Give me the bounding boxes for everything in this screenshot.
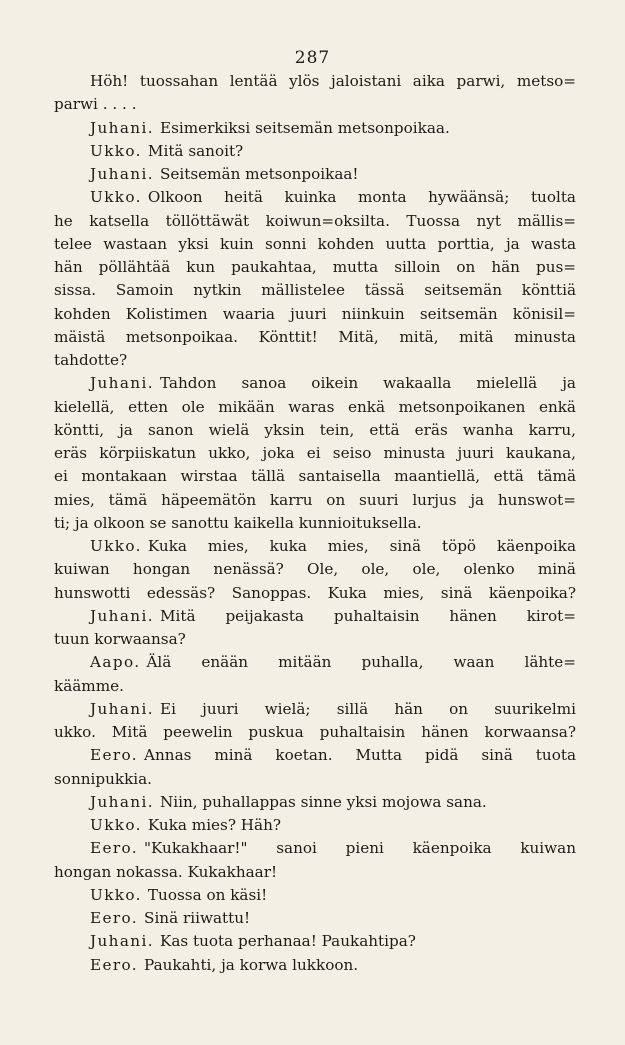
text-line: [54, 814, 576, 837]
speaker-name: Ukko.: [90, 188, 142, 207]
text-line: [54, 279, 576, 302]
text-line: [54, 442, 576, 465]
speaker-name: Ukko.: [90, 537, 142, 555]
line-text: he katsella töllöttäwät koiwun=oksilta. Tuossa nyt mällis=: [54, 211, 576, 230]
line-text: ei montakaan wirstaa tällä santaisella maantiellä, että tämä: [54, 467, 576, 486]
text-line: [54, 117, 576, 140]
line-text: Tuossa on käsi!: [147, 885, 268, 904]
text-line: [54, 70, 576, 93]
text-line: [54, 465, 576, 488]
line-text: Älä enään mitään puhalla, waan lähte=: [146, 653, 576, 672]
text-line: [54, 884, 576, 907]
text-line: [54, 675, 576, 698]
text-line: [54, 535, 576, 558]
text-line: [54, 721, 576, 744]
text-line: [54, 907, 576, 930]
line-text: Esimerkiksi seitsemän metsonpoikaa.: [159, 118, 450, 137]
text-line: [54, 628, 576, 651]
line-text: Sinä riiwattu!: [144, 909, 251, 927]
text-line: [54, 558, 576, 581]
text-line: [54, 489, 576, 512]
text-line: [54, 768, 576, 791]
line-text: Ei juuri wielä; sillä hän on suurikelmi: [159, 699, 576, 718]
speaker-name: Ukko.: [90, 885, 142, 904]
text-line: [54, 651, 576, 674]
line-text: Mitä sanoit?: [147, 141, 244, 160]
line-text: mies, tämä häpeemätön karru on suuri lurjus ja hunswot=: [54, 490, 576, 509]
speaker-name: Aapo.: [90, 653, 141, 672]
text-line: [54, 419, 576, 442]
line-text: telee wastaan yksi kuin sonni kohden uutta porttia, ja wasta: [54, 234, 576, 253]
line-text: Kuka mies? Häh?: [147, 816, 282, 834]
speaker-name: Juhani.: [90, 606, 154, 625]
text-line: [54, 163, 576, 186]
text-line: [54, 303, 576, 326]
line-text: ukko. Mitä peewelin puskua puhaltaisin hänen korwaansa?: [54, 723, 576, 741]
text-line: [54, 210, 576, 233]
speaker-name: Eero.: [90, 909, 139, 927]
line-text: hän pöllähtää kun paukahtaa, mutta silloin on hän pus=: [54, 258, 576, 276]
page-number: 287: [294, 48, 331, 68]
text-line: [54, 861, 576, 884]
line-text: "Kukakhaar!" sanoi pieni käenpoika kuiwan: [144, 839, 576, 858]
line-text: kohden Kolistimen waaria juuri niinkuin seitsemän könisil=: [54, 304, 576, 323]
line-text: kuiwan hongan nenässä? Ole, ole, ole, olenko minä: [54, 560, 576, 579]
speaker-name: Juhani.: [90, 932, 154, 951]
text-line: [54, 349, 576, 372]
speaker-name: Juhani.: [90, 699, 154, 718]
text-line: [54, 396, 576, 419]
line-text: Tahdon sanoa oikein wakaalla mielellä ja: [159, 374, 576, 393]
speaker-name: Juhani.: [90, 792, 154, 811]
line-text: mäistä metsonpoikaa. Könttit! Mitä, mitä, mitä minusta: [54, 327, 576, 346]
line-text: käämme.: [54, 676, 124, 695]
line-text: Annas minä koetan. Mutta pidä sinä tuota: [144, 746, 576, 765]
line-text: köntti, ja sanon wielä yksin tein, että eräs wanha karru,: [54, 420, 576, 439]
line-text: kielellä, etten ole mikään waras enkä metsonpoikanen enkä: [54, 397, 576, 416]
line-text: Mitä peijakasta puhaltaisin hänen kirot=: [159, 606, 576, 625]
line-text: Niin, puhallappas sinne yksi mojowa sana.: [159, 792, 487, 811]
text-line: [54, 791, 576, 814]
speaker-name: Eero.: [90, 839, 139, 858]
text-line: [54, 698, 576, 721]
text-line: [54, 372, 576, 395]
dialogue-text: [54, 70, 576, 977]
text-line: [54, 930, 576, 953]
line-text: Paukahti, ja korwa lukkoon.: [144, 955, 359, 974]
text-line: [54, 186, 576, 209]
line-text: Olkoon heitä kuinka monta hywäänsä; tuolta: [147, 188, 576, 207]
line-text: Höh! tuossahan lentää ylös jaloistani aika parwi, metso=: [90, 72, 576, 90]
text-line: [54, 140, 576, 163]
text-line: [54, 582, 576, 605]
line-text: hongan nokassa. Kukakhaar!: [54, 862, 278, 881]
speaker-name: Ukko.: [90, 816, 142, 834]
text-line: [54, 744, 576, 767]
line-text: Kas tuota perhanaa! Paukahtipa?: [159, 932, 416, 951]
line-text: eräs körpiiskatun ukko, joka ei seiso minusta juuri kaukana,: [54, 444, 576, 462]
speaker-name: Eero.: [90, 955, 139, 974]
text-line: [54, 256, 576, 279]
line-text: Seitsemän metsonpoikaa!: [159, 165, 359, 183]
line-text: tahdotte?: [54, 351, 128, 369]
line-text: ti; ja olkoon se sanottu kaikella kunnioituksella.: [54, 513, 422, 532]
speaker-name: Juhani.: [90, 118, 154, 137]
text-line: [54, 954, 576, 977]
line-text: hunswotti edessäs? Sanoppas. Kuka mies, sinä käenpoika?: [54, 583, 576, 602]
line-text: Kuka mies, kuka mies, sinä töpö käenpoika: [147, 537, 576, 555]
speaker-name: Juhani.: [90, 374, 154, 393]
text-line: [54, 93, 576, 116]
text-line: [54, 605, 576, 628]
text-line: [54, 837, 576, 860]
text-line: [54, 233, 576, 256]
line-text: sonnipukkia.: [54, 769, 153, 788]
line-text: parwi . . . .: [54, 95, 137, 114]
speaker-name: Juhani.: [90, 165, 154, 183]
line-text: sissa. Samoin nytkin mällistelee tässä seitsemän könttiä: [54, 281, 576, 300]
speaker-name: Ukko.: [90, 141, 142, 160]
speaker-name: Eero.: [90, 746, 139, 765]
text-line: [54, 512, 576, 535]
text-line: [54, 326, 576, 349]
line-text: tuun korwaansa?: [54, 630, 186, 648]
